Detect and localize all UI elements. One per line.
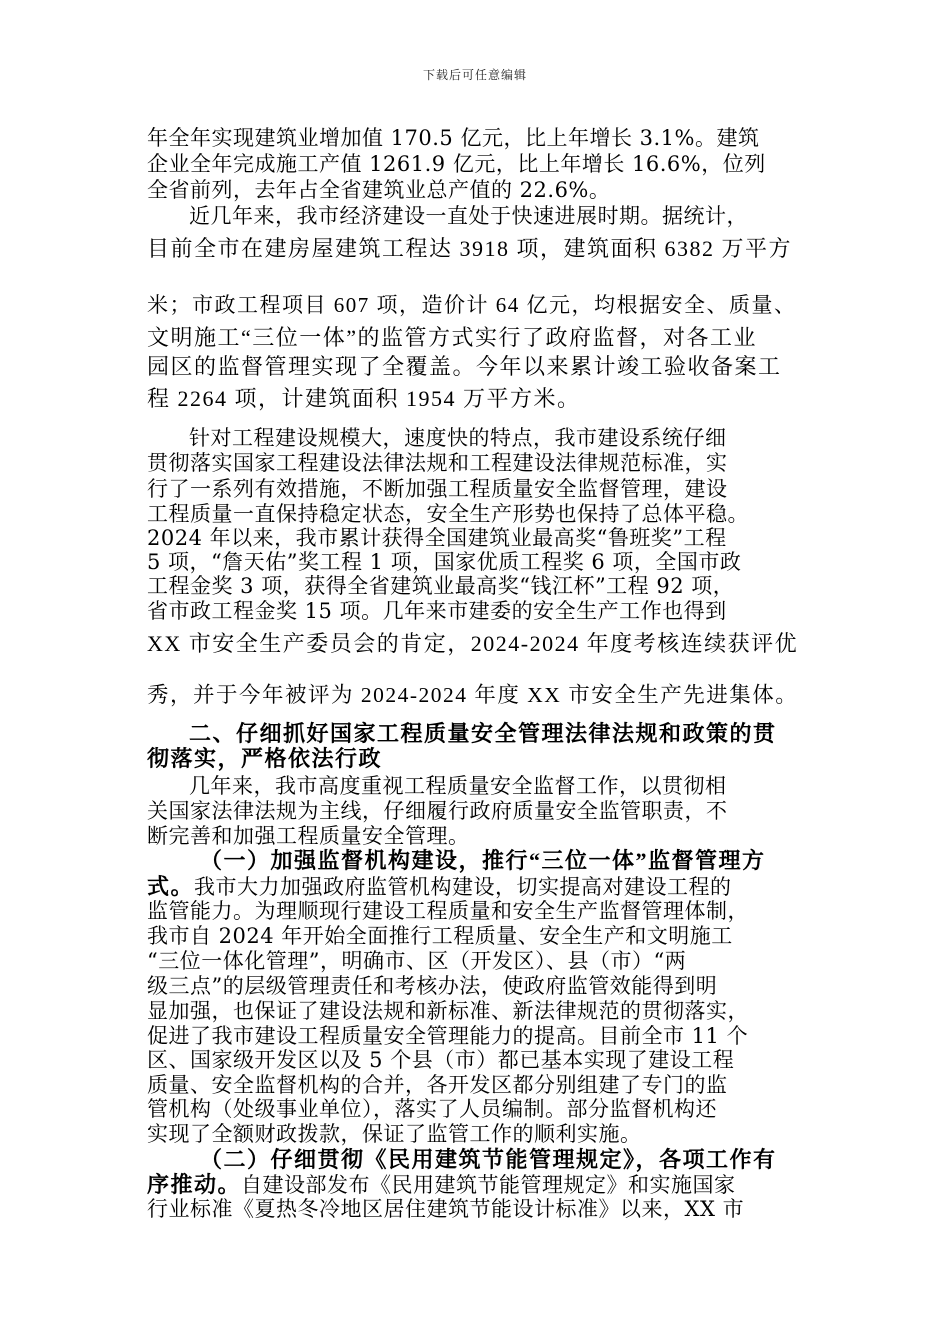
text-line: 全省前列，去年占全省建筑业总产值的 22.6%。 <box>147 178 611 202</box>
text-line: 关国家法律法规为主线，仔细履行政府质量安全监管职责，不 <box>147 799 728 823</box>
text-line: 米；市政工程项目 607 项，造价计 64 亿元，均根据安全、质量、 <box>147 293 797 317</box>
text-line: 园区的监督管理实现了全覆盖。今年以来累计竣工验收备案工 <box>147 354 782 379</box>
text-line: 文明施工“三位一体”的监管方式实行了政府监督，对各工业 <box>147 325 758 350</box>
text-line: 级三点”的层级管理责任和考核办法，使政府监管效能得到明 <box>147 974 718 998</box>
text-line: 2024 年以来，我市累计获得全国建筑业最高奖“鲁班奖”工程 <box>147 526 727 550</box>
text-line: 程 2264 项，计建筑面积 1954 万平方米。 <box>147 386 581 411</box>
text-line: 促进了我市建设工程质量安全管理能力的提高。目前全市 11 个 <box>147 1024 749 1048</box>
text-line: 5 项，“詹天佑”奖工程 1 项，国家优质工程奖 6 项，全国市政 <box>147 550 742 574</box>
text-line: 显加强，也保证了建设法规和新标准、新法律规范的贯彻落实， <box>147 999 749 1023</box>
text-line: 我市自 2024 年开始全面推行工程质量、安全生产和文明施工 <box>147 924 733 948</box>
text-line: 工程质量一直保持稳定状态，安全生产形势也保持了总体平稳。 <box>147 502 749 526</box>
text-line: 年全年实现建筑业增加值 170.5 亿元，比上年增长 3.1%。建筑 <box>147 126 760 150</box>
text-line: 管机构（处级事业单位），落实了人员编制。部分监督机构还 <box>147 1097 717 1121</box>
subsection-heading: （二）仔细贯彻《民用建筑节能管理规定》，各项工作有 <box>200 1147 777 1172</box>
text-line: 贯彻落实国家工程建设法律法规和工程建设法律规范标准，实 <box>147 451 728 475</box>
text-line-inline: 自建设部发布《民用建筑节能管理规定》和实施国家 <box>241 1173 736 1197</box>
text-line: 目前全市在建房屋建筑工程达 3918 项，建筑面积 6382 万平方 <box>147 236 793 261</box>
text-line: 省市政工程金奖 15 项。几年来市建委的安全生产工作也得到 <box>147 599 727 623</box>
text-line <box>147 876 809 898</box>
text-line: 质量、安全监督机构的合并，各开发区都分别组建了专门的监 <box>147 1073 728 1097</box>
text-line: 行业标准《夏热冬冷地区居住建筑节能设计标准》以来，XX 市 <box>147 1197 745 1221</box>
text-line: 区、国家级开发区以及 5 个县（市）都已基本实现了建设工程 <box>147 1048 735 1072</box>
text-line <box>147 1174 809 1196</box>
text-line: XX 市安全生产委员会的肯定，2024-2024 年度考核连续获评优 <box>147 631 799 656</box>
page-header: 下载后可任意编辑 <box>422 68 527 82</box>
text-line: “三位一体化管理”，明确市、区（开发区）、县（市）“两 <box>147 949 687 973</box>
text-line: 监管能力。为理顺现行建设工程质量和安全生产监督管理体制， <box>147 899 749 923</box>
text-line: 实现了全额财政拨款，保证了监管工作的顺利实施。 <box>147 1122 642 1146</box>
text-line: 秀，并于今年被评为 2024-2024 年度 XX 市安全生产先进集体。 <box>147 683 799 707</box>
text-line: 行了一系列有效措施，不断加强工程质量安全监督管理，建设 <box>147 477 728 501</box>
subsection-heading-tail: 序推动。 <box>147 1172 242 1197</box>
section-heading: 彻落实，严格依法行政 <box>147 746 383 771</box>
text-line: 近几年来，我市经济建设一直处于快速进展时期。据统计， <box>189 204 748 228</box>
subsection-heading-tail: 式。 <box>147 874 195 899</box>
section-heading: 二、仔细抓好国家工程质量安全管理法律法规和政策的贯 <box>189 721 777 746</box>
text-line: 几年来，我市高度重视工程质量安全监督工作，以贯彻相 <box>189 774 727 798</box>
text-line: 断完善和加强工程质量安全管理。 <box>147 824 470 848</box>
text-line: 针对工程建设规模大，速度快的特点，我市建设系统仔细 <box>189 426 727 450</box>
text-line-inline: 我市大力加强政府监管机构建设，切实提高对建设工程的 <box>194 875 732 899</box>
text-line: 工程金奖 3 项，获得全省建筑业最高奖“钱江杯”工程 92 项， <box>147 574 735 598</box>
subsection-heading: （一）加强监督机构建设，推行“三位一体”监督管理方 <box>200 848 766 873</box>
text-line: 企业全年完成施工产值 1261.9 亿元，比上年增长 16.6%，位列 <box>147 152 766 176</box>
